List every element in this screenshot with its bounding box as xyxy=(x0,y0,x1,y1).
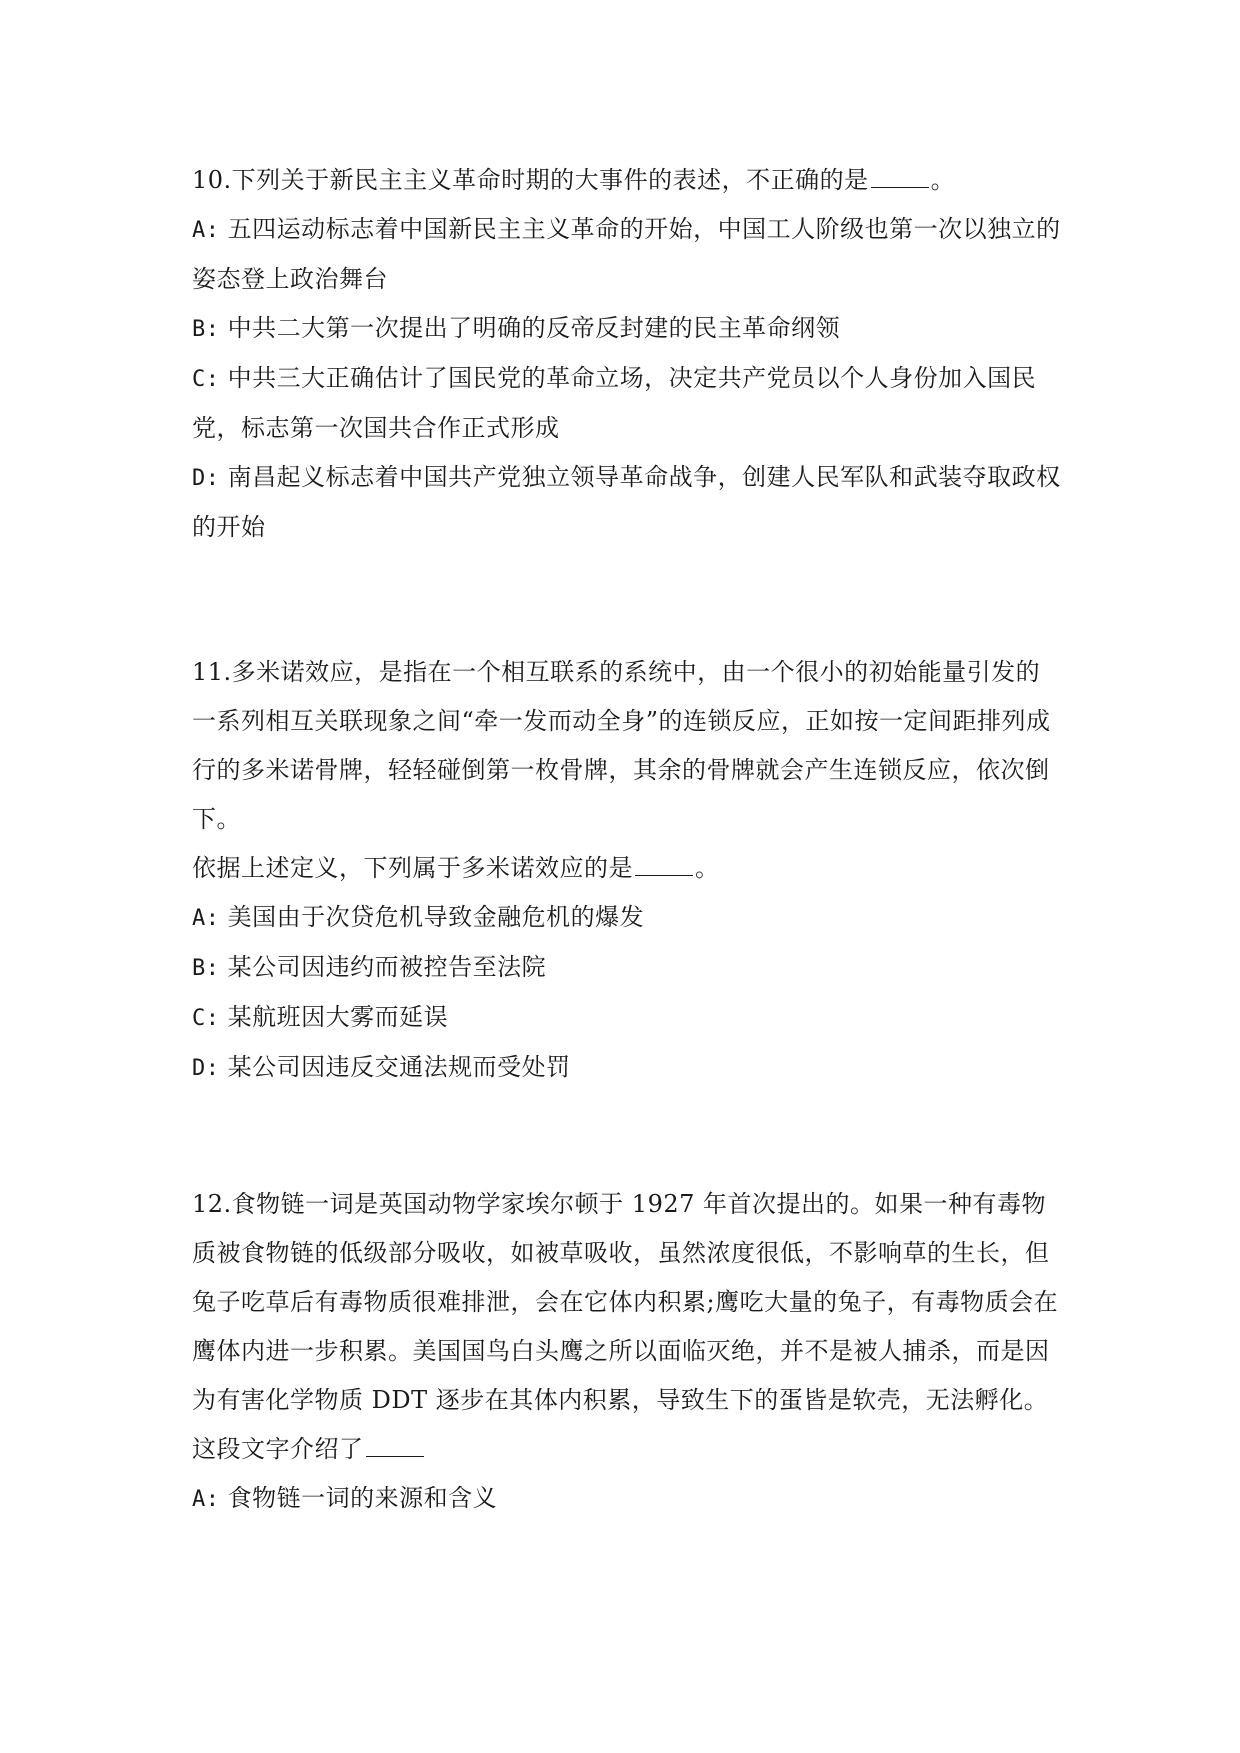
stem-text: 10.下列关于新民主主义革命时期的大事件的表述，不正确的是 xyxy=(192,166,869,194)
question-11 xyxy=(192,648,1062,1093)
option-d xyxy=(192,453,1062,552)
option-c xyxy=(192,354,1062,453)
option-letter: A: xyxy=(192,218,220,243)
question-passage: 11.多米诺效应，是指在一个相互联系的系统中，由一个很小的初始能量引发的一系列相互关联现象之间“牵一发而动全身”的连锁反应，正如按一定间距排列成行的多米诺骨牌，轻轻碰倒第一枚骨牌，其余的骨牌就会产生连锁反应，依次倒下。 xyxy=(192,658,1051,833)
stem-text: 这段文字介绍了 xyxy=(192,1435,364,1463)
answer-blank xyxy=(366,1438,424,1457)
option-text: 某航班因大雾而延误 xyxy=(227,1003,449,1031)
option-text: 某公司因违反交通法规而受处罚 xyxy=(227,1053,571,1081)
stem-end: 。 xyxy=(695,854,720,882)
question-stem xyxy=(192,844,1062,893)
option-text: 中共二大第一次提出了明确的反帝反封建的民主革命纲领 xyxy=(227,314,841,342)
option-text: 美国由于次贷危机导致金融危机的爆发 xyxy=(227,903,645,931)
option-b xyxy=(192,943,1062,993)
option-c xyxy=(192,993,1062,1043)
question-12 xyxy=(192,1180,1062,1524)
option-text: 南昌起义标志着中国共产党独立领导革命战争，创建人民军队和武装夺取政权的开始 xyxy=(192,463,1061,541)
option-text: 五四运动标志着中国新民主主义革命的开始，中国工人阶级也第一次以独立的姿态登上政治舞台 xyxy=(192,215,1061,293)
question-10 xyxy=(192,156,1062,552)
option-a xyxy=(192,893,1062,943)
option-letter: B: xyxy=(192,317,220,342)
stem-end: 。 xyxy=(930,166,956,194)
question-stem xyxy=(192,156,1062,205)
question-passage: 12.食物链一词是英国动物学家埃尔顿于 1927 年首次提出的。如果一种有毒物质被食物链的低级部分吸收，如被草吸收，虽然浓度很低，不影响草的生长，但兔子吃草后有毒物质很难排泄，会在它体内积累;鹰吃大量的兔子，有毒物质会在鹰体内进一步积累。美国国鸟白头鹰之所以面临灭绝，并不是被人捕杀，而是因为有害化学物质 DDT 逐步在其体内积累，导致生下的蛋皆是软壳，无法孵化。 xyxy=(192,1190,1059,1414)
option-a xyxy=(192,205,1062,304)
option-letter: D: xyxy=(192,466,220,491)
option-letter: A: xyxy=(192,906,220,931)
option-letter: B: xyxy=(192,956,220,981)
option-a xyxy=(192,1474,1062,1524)
question-stem xyxy=(192,1425,1062,1474)
answer-blank xyxy=(871,169,929,188)
option-b xyxy=(192,304,1062,354)
stem-text: 依据上述定义，下列属于多米诺效应的是 xyxy=(192,854,633,882)
option-letter: C: xyxy=(192,1006,220,1031)
option-letter: D: xyxy=(192,1056,220,1081)
option-d xyxy=(192,1043,1062,1093)
option-text: 食物链一词的来源和含义 xyxy=(227,1484,498,1512)
option-letter: C: xyxy=(192,367,220,392)
answer-blank xyxy=(635,857,693,876)
option-text: 某公司因违约而被控告至法院 xyxy=(227,953,547,981)
option-letter: A: xyxy=(192,1487,220,1512)
option-text: 中共三大正确估计了国民党的革命立场，决定共产党员以个人身份加入国民党，标志第一次国共合作正式形成 xyxy=(192,364,1037,442)
